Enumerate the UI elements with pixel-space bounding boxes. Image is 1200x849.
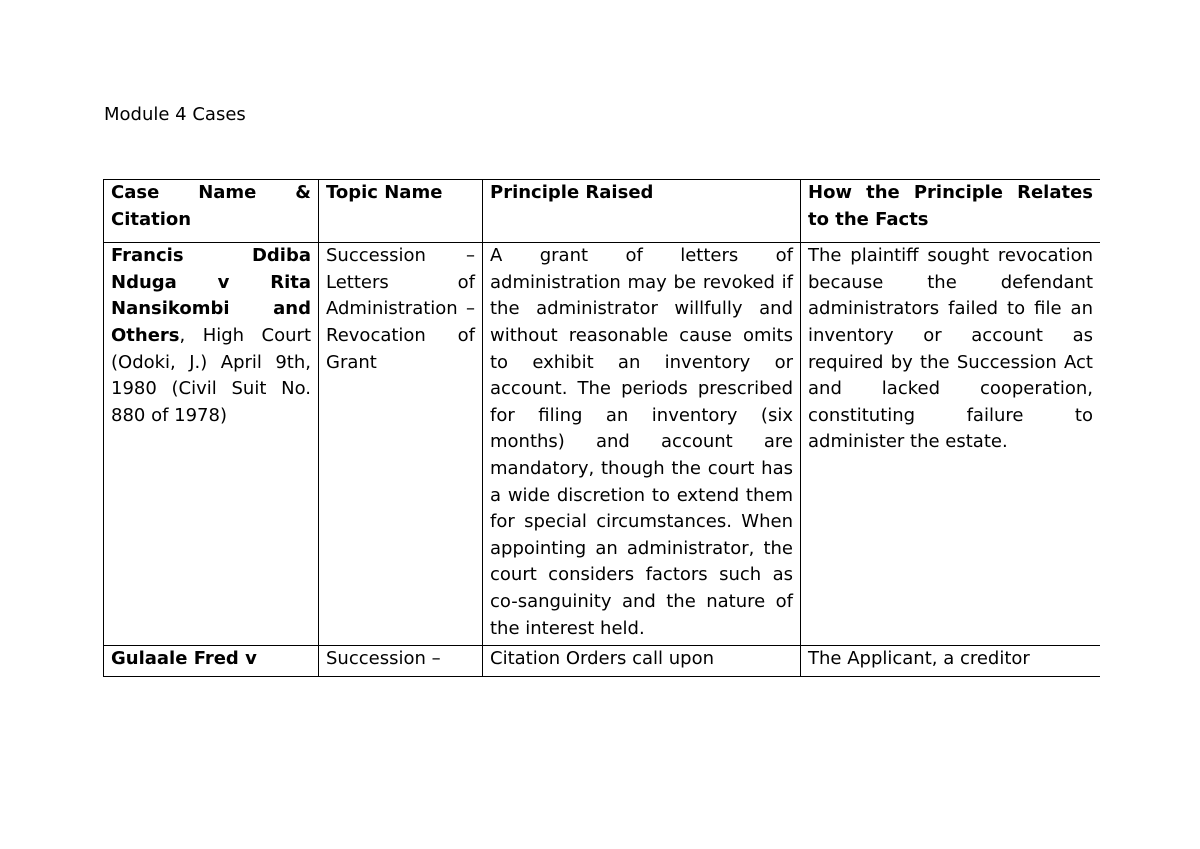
case-citation: , High Court (Odoki, J.) April 9th, 1980 (Civil Suit No. 880 of 1978) — [111, 324, 311, 426]
header-case-name: Case Name & Citation — [104, 180, 319, 243]
relation-cell: The Applicant, a creditor — [801, 646, 1101, 677]
case-cell — [104, 243, 319, 646]
header-principle-relation: How the Principle Relates to the Facts — [801, 180, 1101, 243]
principle-cell: Citation Orders call upon — [483, 646, 801, 677]
header-topic-name: Topic Name — [319, 180, 483, 243]
topic-cell: Succession – Letters of Administration – Revocation of Grant — [319, 243, 483, 646]
table-header-row — [104, 180, 1101, 243]
principle-cell: A grant of letters of administration may be revoked if the administrator willfully and without reasonable cause omits to exhibit an inventory or account. The periods prescribed for filing an inventory (six months) and account are mandatory, though the court has a wide discretion to extend them for special circumstances. When appointing an administrator, the court considers factors such as co-sanguinity and the nature of the interest held. — [483, 243, 801, 646]
case-cell — [104, 646, 319, 677]
relation-cell: The plaintiff sought revocation because the defendant administrators failed to file an inventory or account as required by the Succession Act and lacked cooperation, constituting failure to administer the estate. — [801, 243, 1101, 646]
case-name: Gulaale Fred v — [111, 648, 257, 670]
topic-cell: Succession – — [319, 646, 483, 677]
case-name: Francis Ddiba Nduga v Rita Nansikombi and Others — [111, 245, 311, 346]
page-title: Module 4 Cases — [104, 104, 246, 125]
header-principle-raised: Principle Raised — [483, 180, 801, 243]
table-row — [104, 243, 1101, 646]
table-row — [104, 646, 1101, 677]
cases-table — [103, 179, 1100, 677]
cases-table-container — [103, 179, 1100, 735]
